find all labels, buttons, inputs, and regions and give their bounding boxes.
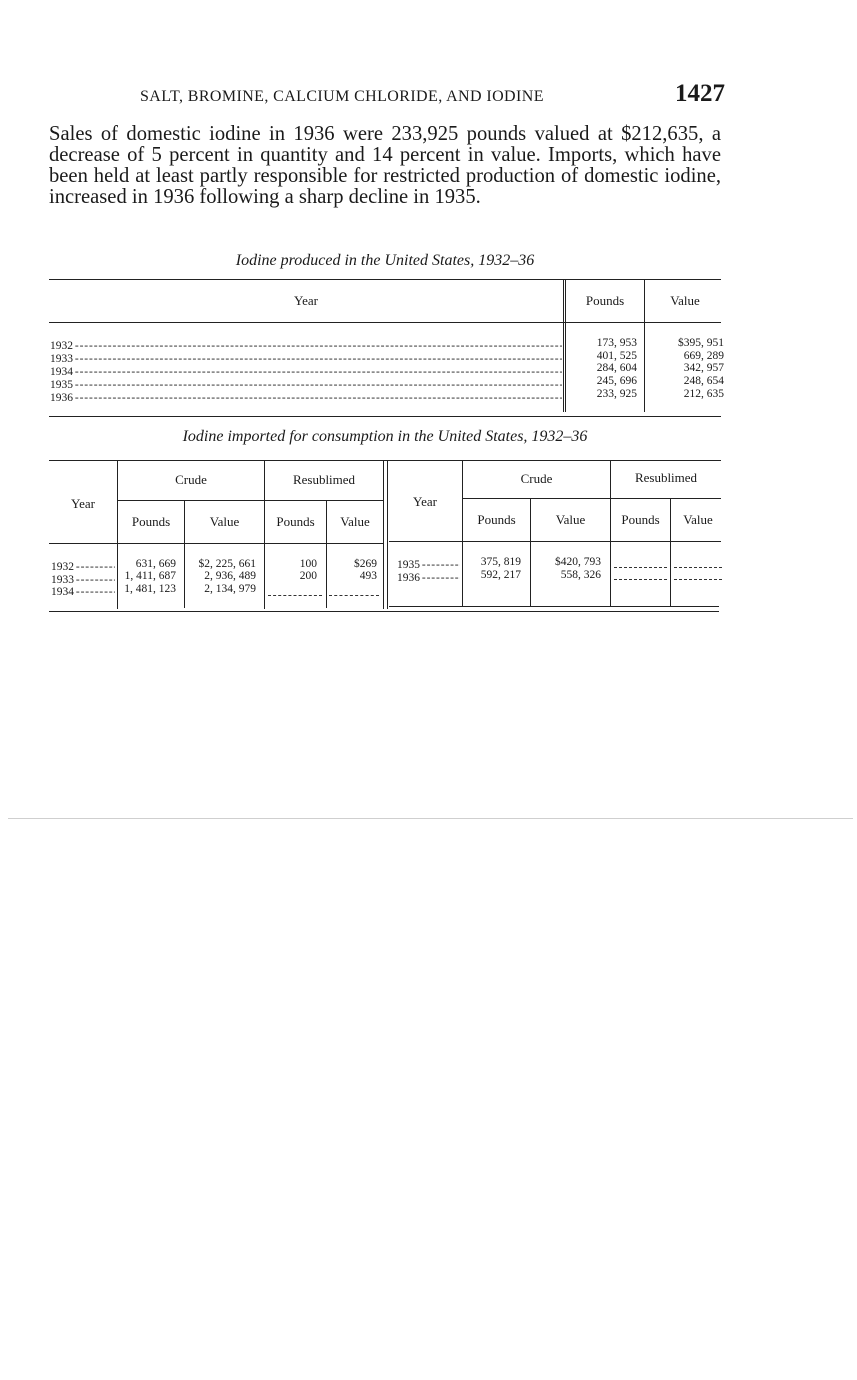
table1-row-year: 1935 - - - (50, 379, 562, 391)
table1-row-pounds: 401, 525 (596, 350, 637, 362)
table2-header-resublimed: Resublimed (634, 470, 698, 485)
table2-header-crude: Crude (175, 472, 207, 487)
table2-row-crude-pounds: 592, 217 (480, 569, 521, 581)
table2-empty-cell-dashes (268, 595, 322, 596)
table2-row-crude-pounds: 1, 411, 687 (124, 570, 176, 582)
table2-header-crude: Crude (520, 471, 553, 486)
table2-row-year: 1935 - - - (397, 559, 460, 571)
scan-fold-line (8, 818, 853, 819)
table2-row-crude-value: 2, 134, 979 (204, 583, 256, 595)
table2-row-crude-value: $2, 225, 661 (198, 558, 256, 570)
running-title: SALT, BROMINE, CALCIUM CHLORIDE, AND IODINE (140, 88, 544, 105)
table2-empty-cell-dashes (329, 595, 379, 596)
table2-header-resublimed: Resublimed (292, 472, 356, 487)
table1-row-pounds: 284, 604 (596, 362, 637, 374)
body-paragraph: Sales of domestic iodine in 1936 were 233,925 pounds valued at $212,635, a decrease of 5 percent in quantity and 14 percent in value. Imports, which have been held at least partly responsible for restricted production of domestic iodine, increased in 1936 following a sharp decline in 1935. (49, 123, 721, 208)
table2-header-value: Value (555, 512, 586, 527)
table2-header-year: Year (413, 494, 437, 509)
table1-header-value: Value (670, 293, 700, 308)
table2-row-crude-pounds: 1, 481, 123 (124, 583, 176, 595)
table2-row-crude-pounds: 375, 819 (480, 556, 521, 568)
table1-header-pounds: Pounds (585, 293, 625, 308)
table2-row-year: 1932 - - - (51, 561, 115, 573)
table2-row-year: 1933 - - - (51, 574, 115, 586)
table2-row-crude-value: 2, 936, 489 (204, 570, 256, 582)
table1-row-year: 1932 - - - (50, 340, 562, 352)
table1-row-year: 1934 - - - (50, 366, 562, 378)
table2-header-pounds: Pounds (276, 514, 315, 529)
table2-header-value: Value (683, 512, 713, 527)
table2-empty-cell-dashes (614, 579, 667, 580)
table2-header-pounds: Pounds (477, 512, 516, 527)
table2-row-crude-value: 558, 326 (560, 569, 601, 581)
table1-row-year: 1936 - - - (50, 392, 562, 404)
table2-row-crude-value: $420, 793 (555, 556, 601, 568)
table2-empty-cell-dashes (674, 567, 722, 568)
table2-header-pounds: Pounds (131, 514, 171, 529)
table2-header-year: Year (71, 496, 95, 511)
table1-row-value: 669, 289 (683, 350, 724, 362)
table2-row-res-pounds: 200 (299, 570, 317, 582)
table2-row-year: 1936 - - - (397, 572, 460, 584)
table1-row-value: 212, 635 (683, 388, 724, 400)
table2-header-value: Value (209, 514, 240, 529)
page-number: 1427 (675, 80, 725, 107)
running-head (140, 80, 725, 116)
table1-row-pounds: 173, 953 (596, 337, 637, 349)
table2-empty-cell-dashes (614, 567, 667, 568)
table1-header-year: Year (294, 293, 318, 308)
table2-header-pounds: Pounds (621, 512, 660, 527)
table1-row-value: 248, 654 (683, 375, 724, 387)
table2-row-res-pounds: 100 (299, 558, 317, 570)
table1-row-pounds: 233, 925 (596, 388, 637, 400)
table2-caption: Iodine imported for consumption in the United States, 1932–36 (182, 428, 588, 445)
table1-row-value: 342, 957 (683, 362, 724, 374)
table2-row-res-value: 493 (359, 570, 377, 582)
table2-row-year: 1934 - - - (51, 586, 115, 598)
table1-caption: Iodine produced in the United States, 1932–36 (235, 252, 535, 269)
table1-row-pounds: 245, 696 (596, 375, 637, 387)
table2-row-crude-pounds: 631, 669 (135, 558, 176, 570)
table2-row-res-value: $269 (354, 558, 377, 570)
table1-row-value: $395, 951 (678, 337, 724, 349)
table2-header-value: Value (340, 514, 370, 529)
table1-row-year: 1933 - - - (50, 353, 562, 365)
table2-empty-cell-dashes (674, 579, 722, 580)
